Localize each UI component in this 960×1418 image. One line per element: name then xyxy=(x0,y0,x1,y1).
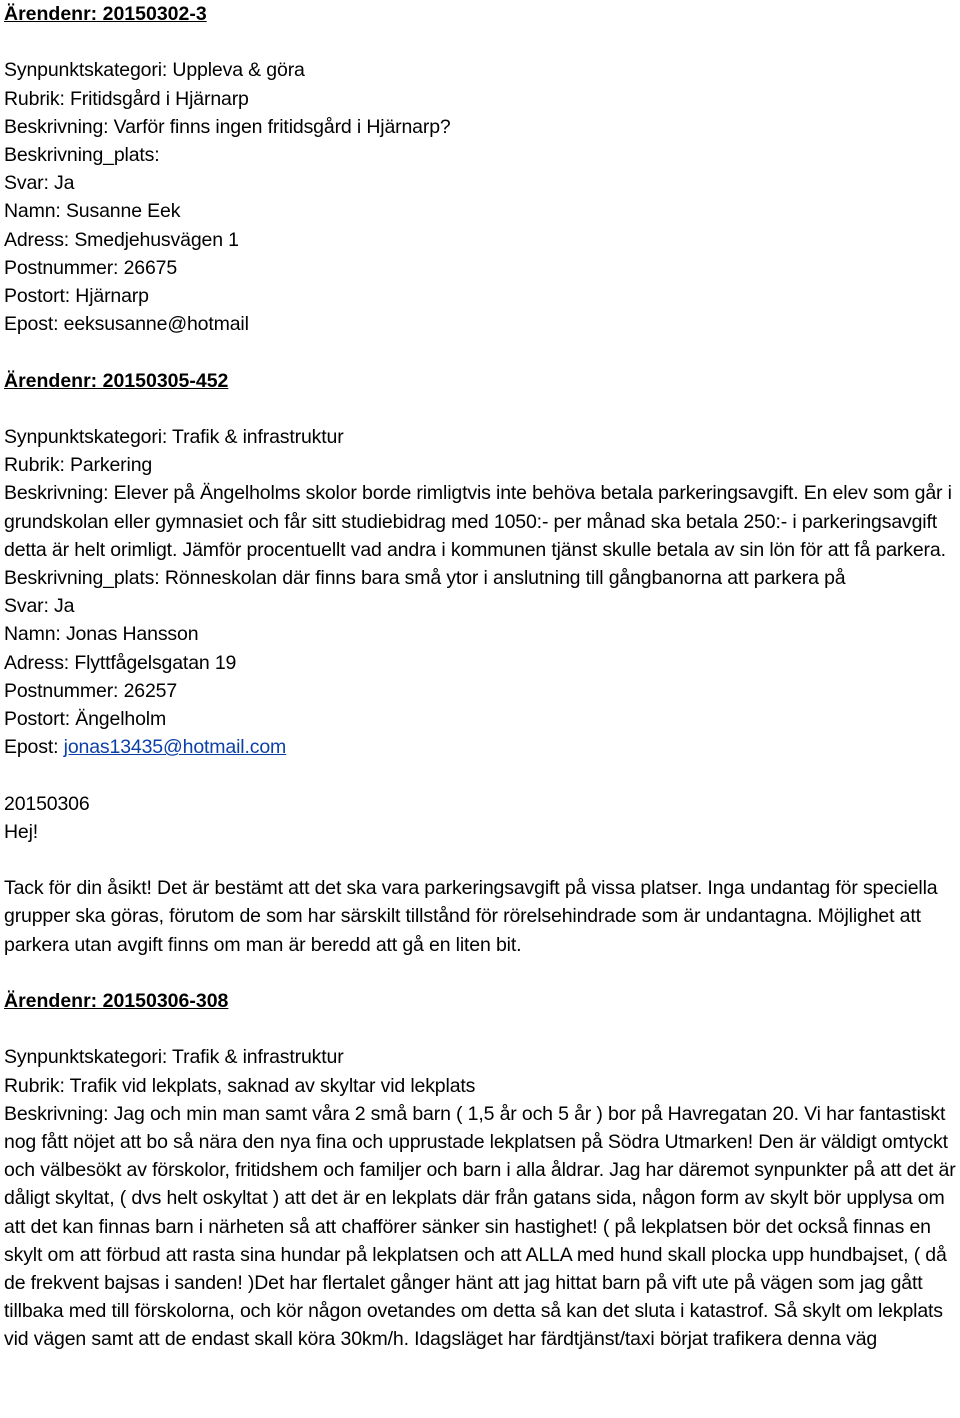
spacer xyxy=(4,395,958,423)
case1-title: Rubrik: Fritidsgård i Hjärnarp xyxy=(4,87,249,110)
case1-place: Beskrivning_plats: xyxy=(4,144,160,166)
case2-email xyxy=(4,733,958,761)
case1-name: Namn: Susanne Eek xyxy=(4,200,181,223)
case2-category: Synpunktskategori: Trafik & infrastruktur xyxy=(4,426,344,448)
spacer xyxy=(4,761,958,789)
spacer xyxy=(4,28,958,56)
case1-email: Epost: eeksusanne@hotmail xyxy=(4,313,249,336)
case2-place: Beskrivning_plats: Rönneskolan där finns bara små ytor i anslutning till gångbanorna att parkera på xyxy=(4,567,846,590)
case3-title: Rubrik: Trafik vid lekplats, saknad av skyltar vid lekplats xyxy=(4,1074,476,1097)
email-link[interactable]: jonas13435@hotmail.com xyxy=(63,736,287,759)
case1-postal-code: Postnummer: 26675 xyxy=(4,256,178,279)
spacer xyxy=(4,338,958,366)
case1-category: Synpunktskategori: Uppleva & göra xyxy=(4,59,305,82)
case2-answer: Svar: Ja xyxy=(4,595,75,618)
reply-date: 20150306 xyxy=(4,792,90,815)
spacer xyxy=(4,1015,958,1043)
case1-description: Beskrivning: Varför finns ingen fritidsgård i Hjärnarp? xyxy=(4,115,451,138)
case2-city: Postort: Ängelholm xyxy=(4,708,167,731)
case2-description: Beskrivning: Elever på Ängelholms skolor borde rimligtvis inte behöva betala parkeringsavgift. En elev som går i grundskolan eller gymnasiet och får sitt studiebidrag med 1050:- per månad ska betala 250:- i parkeringsavgift detta är helt orimligt. Jämför procentuellt vad andra i kommunen tjänst skulle betala av sin lön för att få parkera. xyxy=(4,482,952,561)
case1-heading: Ärendenr: 20150302-3 xyxy=(4,3,207,25)
case3-description: Beskrivning: Jag och min man samt våra 2 små barn ( 1,5 år och 5 år ) bor på Havregatan 20. Vi har fantastiskt nog fått nöjet att bo så nära den nya fina och upprustade lekplatsen på Södra Utmarken! Den är väldigt omtyckt och välbesökt av förskolor, fritidshem och familjer och barn i alla åldrar. Jag har däremot synpunkter på att det är dåligt skyltat, ( dvs helt oskyltat ) att det är en lekplats där från gatans sida, någon form av skylt bör upplysa om att det kan finnas barn i närheten så att chafförer sänker sin hastighet! ( på lekplatsen bör det också finnas en skylt om att förbud att rasta sina hundar på lekplatsen och att ALLA med hund skall plocka upp hundbajset, ( då de frekvent bajsas i sanden! )Det har flertalet gånger hänt att jag hittat barn på vift ute på vägen som jag gått tillbaka med till förskolorna, och kör någon ovetandes om detta så kan det sluta i katastrof. Så skylt om lekplats vid vägen samt att de endast skall köra 30km/h. Idagsläget har färdtjänst/taxi börjat trafikera denna väg xyxy=(4,1102,956,1351)
case2-heading: Ärendenr: 20150305-452 xyxy=(4,369,229,392)
case3-heading: Ärendenr: 20150306-308 xyxy=(4,990,229,1013)
spacer xyxy=(4,959,958,987)
reply-greeting: Hej! xyxy=(4,820,39,843)
case1-answer: Svar: Ja xyxy=(4,172,75,195)
case1-city: Postort: Hjärnarp xyxy=(4,285,149,308)
spacer xyxy=(4,846,958,874)
case1-address: Adress: Smedjehusvägen 1 xyxy=(4,228,239,251)
case2-title: Rubrik: Parkering xyxy=(4,454,153,477)
case2-name: Namn: Jonas Hansson xyxy=(4,623,199,646)
case2-address: Adress: Flyttfågelsgatan 19 xyxy=(4,651,237,674)
reply-body: Tack för din åsikt! Det är bestämt att det ska vara parkeringsavgift på vissa platser. Inga undantag för speciella grupper ska göras, förutom de som har särskilt tillstånd för rörelsehindrade som är undantagna. Möjlighet att parkera utan avgift finns om man är beredd att gå en liten bit. xyxy=(4,877,938,956)
case2-postal-code: Postnummer: 26257 xyxy=(4,679,178,702)
case2-email-label: Epost: xyxy=(4,736,64,759)
document-page xyxy=(4,0,958,1354)
case3-category: Synpunktskategori: Trafik & infrastruktur xyxy=(4,1046,344,1069)
